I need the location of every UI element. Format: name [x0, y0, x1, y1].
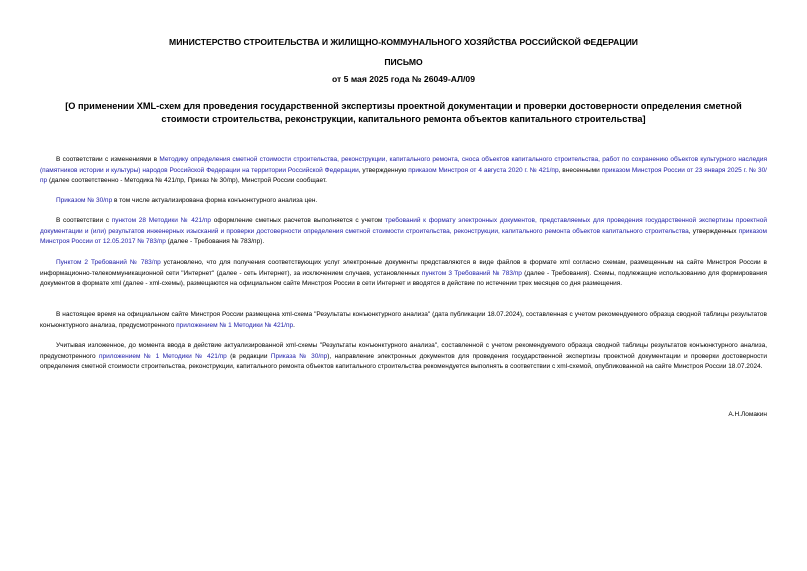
paragraph-1 — [40, 155, 767, 187]
paragraph-3 — [40, 216, 767, 248]
ministry-title: МИНИСТЕРСТВО СТРОИТЕЛЬСТВА И ЖИЛИЩНО-КОММУНАЛЬНОГО ХОЗЯЙСТВА РОССИЙСКОЙ ФЕДЕРАЦИИ — [169, 37, 638, 47]
link-appendix-1[interactable]: приложением № 1 Методики № 421/пр — [98, 352, 227, 360]
document-type: ПИСЬМО — [384, 57, 423, 67]
link-order-30-edition[interactable]: Приказа № 30/пр — [270, 352, 328, 360]
paragraph-text: , утвержденных — [688, 227, 739, 235]
paragraph-text: , утвержденную — [358, 166, 409, 174]
paragraph-2 — [40, 196, 767, 207]
paragraph-text: . — [293, 321, 295, 329]
document-date-number: от 5 мая 2025 года № 26049-АЛ/09 — [332, 74, 475, 84]
paragraph-text: ), направление электронных документов для проведения государственной экспертизы проектной документации и проверки достоверности определения сметной стоимости строительства, реконструкции, капитального ремонта объектов капитального строительства рекомендуется выполнять в соответствии с xml-схемой, опубликованной на сайте Минстроя России 18.07.2024. — [40, 352, 768, 371]
paragraph-text: установлено, что для получения соответствующих услуг электронные документы представляются в виде файлов в формате xml согласно схемам, размещенным на сайте Минстроя России в информационно-телекоммуникационной сети "Интернет" (далее - сеть Интернет), за исключением случаев, установленных — [40, 259, 767, 277]
link-appendix-1[interactable]: приложением № 1 Методики № 421/пр — [176, 321, 294, 329]
paragraph-text: , внесенными — [558, 166, 602, 174]
paragraph-text: Учитывая изложенное, до момента ввода в действие актуализированной xml-схемы "Результаты конъюнктурного анализа", составленной с учетом рекомендуемого образца сводной таблицы результатов конъюнктурного анализа, предусмотренного — [40, 342, 767, 360]
link-point-28[interactable]: пунктом 28 Методики № 421/пр — [111, 217, 212, 224]
link-point-2[interactable]: Пунктом 2 Требований № 783/пр — [56, 259, 161, 266]
link-order-30[interactable]: приказом Минстроя России от 23 января 2025 г. № 30/пр — [40, 166, 767, 185]
paragraph-5 — [40, 310, 767, 331]
paragraph-text: (в редакции — [226, 352, 271, 360]
link-order-783[interactable]: приказом Минстроя России от 12.05.2017 № 783/пр — [40, 227, 767, 246]
link-order-30-short[interactable]: Приказом № 30/пр — [56, 197, 113, 204]
link-format-requirements[interactable]: требований к формату электронных документов, представляемых для проведения государственной экспертизы проектной документации и (или) результатов инженерных изысканий и проверки достоверности определения сметной стоимости строительства, реконструкции, капитального ремонта объектов капитального строительства — [40, 217, 768, 235]
paragraph-text: (далее соответственно - Методика № 421/пр, Приказ № 30/пр), Минстрой России сообщает. — [47, 177, 327, 185]
paragraph-4 — [40, 258, 767, 290]
paragraph-text: (далее - Требования). Схемы, подлежащие использованию для формирования документов в формате xml (далее - xml-схемы), размещаются на официальном сайте Минстроя России в сети Интернет и вводятся в действие по истечении трех месяцев со дня размещения. — [40, 269, 767, 288]
paragraph-text: оформление сметных расчетов выполняется с учетом — [211, 217, 386, 224]
link-point-3[interactable]: пунктом 3 Требований № 783/пр — [421, 269, 522, 277]
link-order-421[interactable]: приказом Минстроя от 4 августа 2020 г. № 421/пр — [408, 166, 559, 174]
paragraph-text: В соответствии с изменениями в — [56, 156, 160, 163]
paragraph-text: В соответствии с — [56, 217, 112, 224]
link-methodology[interactable]: Методику определения сметной стоимости строительства, реконструкции, капитального ремонта, сноса объектов капитального строительства, работ по сохранению объектов культурного наследия (памятников истории и культуры) народов Российской Федерации на территории Российской Федерации — [40, 156, 767, 174]
paragraph-6 — [40, 341, 767, 373]
paragraph-text: (далее - Требования № 783/пр). — [165, 238, 265, 246]
paragraph-text: в том числе актуализирована форма конъюнктурного анализа цен. — [112, 197, 318, 204]
document-subject: [О применении XML-схем для проведения государственной экспертизы проектной документации и проверки достоверности определения сметной стоимости строительства, реконструкции, капитального ремонта объектов капитального строительства] — [65, 101, 742, 124]
signature: А.Н.Ломакин — [728, 411, 767, 418]
paragraph-text: В настоящее время на официальном сайте Минстроя России размещена xml-схема "Результаты конъюнктурного анализа" (дата публикации 18.07.2024), составленная с учетом рекомендуемого образца сводной таблицы результатов конъюнктурного анализа, предусмотренного — [40, 311, 767, 329]
